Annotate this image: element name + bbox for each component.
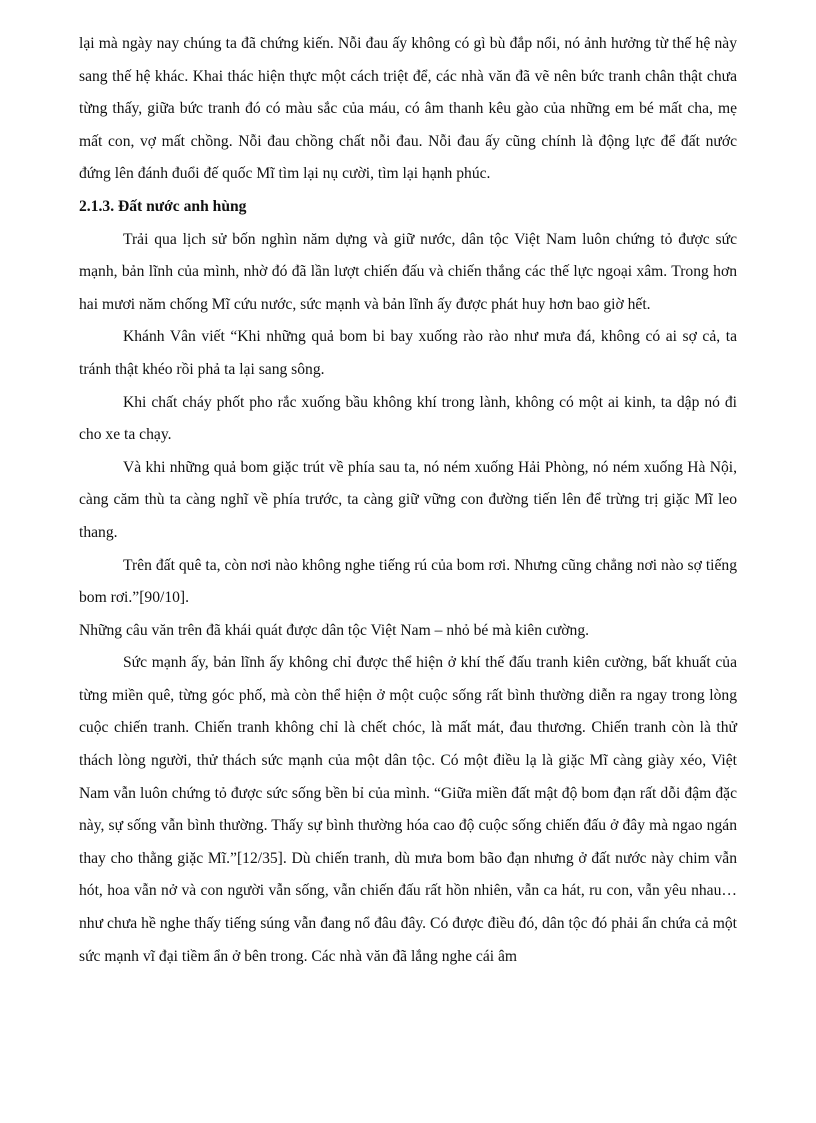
paragraph-strength: Sức mạnh ấy, bản lĩnh ấy không chỉ được thể hiện ở khí thế đấu tranh kiên cường, bất khuất của từng miền quê, từng góc phố, mà còn thể hiện ở một cuộc sống rất bình thường diễn ra ngay trong lòng cuộc chiến tranh. Chiến tranh không chỉ là chết chóc, là mất mát, đau thương. Chiến tranh còn là thử thách lòng người, thử thách sức mạnh của một dân tộc. Có một điều lạ là giặc Mĩ càng giày xéo, Việt Nam vẫn luôn chứng tỏ được sức sống bền bỉ của mình. “Giữa miền đất mật độ bom đạn rất dỗi đậm đặc này, sự sống vẫn bình thường. Thấy sự bình thường hóa cao độ cuộc sống chiến đấu ở đây mà ngao ngán thay cho thằng giặc Mĩ.”[12/35]. Dù chiến tranh, dù mưa bom bão đạn nhưng ở đất nước này chim vẫn hót, hoa vẫn nở và con người vẫn sống, vẫn chiến đấu rất hồn nhiên, vẫn ca hát, ru con, vẫn yêu nhau…như chưa hề nghe thấy tiếng súng vẫn đang nổ đâu đây. Có được điều đó, dân tộc đó phải ẩn chứa cả một sức mạnh vĩ đại tiềm ẩn ở bên trong. Các nhà văn đã lắng nghe cái âm: [79, 654, 737, 965]
paragraph-history: Trải qua lịch sử bốn nghìn năm dựng và giữ nước, dân tộc Việt Nam luôn chứng tỏ được sức mạnh, bản lĩnh của mình, nhờ đó đã lần lượt chiến đấu và chiến thắng các thế lực ngoại xâm. Trong hơn hai mươi năm chống Mĩ cứu nước, sức mạnh và bản lĩnh ấy được phát huy hơn bao giờ hết.: [79, 230, 737, 313]
paragraph-quote-homeland: Trên đất quê ta, còn nơi nào không nghe tiếng rú của bom rơi. Nhưng cũng chẳng nơi nào sợ tiếng bom rơi.”[90/10].: [79, 556, 737, 607]
paragraph-continued-loss: lại mà ngày nay chúng ta đã chứng kiến. Nỗi đau ấy không có gì bù đắp nổi, nó ảnh hưởng từ thế hệ này sang thế hệ khác. Khai thác hiện thực một cách triệt để, các nhà văn đã vẽ nên bức tranh chân thật chưa từng thấy, giữa bức tranh đó có màu sắc của máu, có âm thanh kêu gào của những em bé mất cha, mẹ mất con, vợ mất chồng. Nỗi đau chồng chất nỗi đau. Nỗi đau ấy cũng chính là động lực để đất nước đứng lên đánh đuổi đế quốc Mĩ tìm lại nụ cười, tìm lại hạnh phúc.: [79, 35, 737, 183]
paragraph-quote-haiphong: Và khi những quả bom giặc trút về phía sau ta, nó ném xuống Hải Phòng, nó ném xuống Hà Nội, càng căm thù ta càng nghĩ về phía trước, ta càng giữ vững con đường tiến lên để trừng trị giặc Mĩ leo thang.: [79, 458, 737, 541]
paragraph-quote-phosphorus: Khi chất cháy phốt pho rắc xuống bầu không khí trong lành, không có một ai kinh, ta dập nó đi cho xe ta chạy.: [79, 393, 737, 444]
document-page: [79, 28, 737, 973]
section-heading: 2.1.3. Đất nước anh hùng: [79, 197, 247, 215]
paragraph-summary: Những câu văn trên đã khái quát được dân tộc Việt Nam – nhỏ bé mà kiên cường.: [79, 621, 590, 639]
paragraph-quote-bombs: Khánh Vân viết “Khi những quả bom bi bay xuống rào rào như mưa đá, không có ai sợ cả, ta tránh thật khéo rồi phả ta lại sang sông.: [79, 328, 737, 378]
